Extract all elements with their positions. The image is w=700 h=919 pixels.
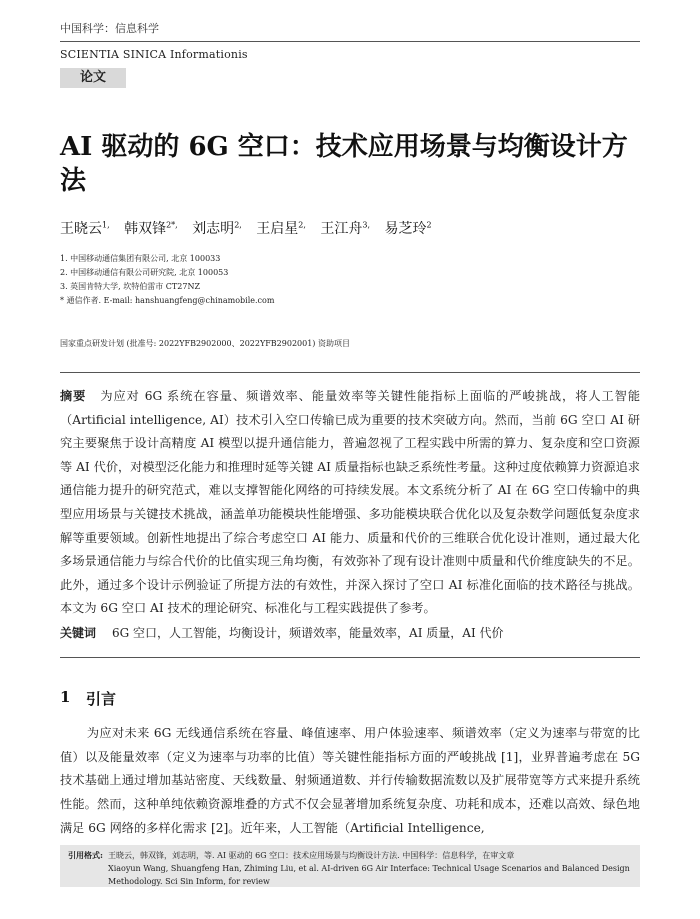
corresponding-author: * 通信作者. E-mail: hanshuangfeng@chinamobile.com [60,296,275,305]
journal-name-cn: 中国科学：信息科学 [60,22,159,35]
abstract [60,385,640,621]
author: 易芝玲$^2$ [384,220,432,237]
affiliation: 1. 中国移动通信集团有限公司, 北京 100033 [60,254,221,263]
citation-box [60,845,640,887]
section-number: 1 [60,688,71,706]
author: 王晓云$^{1,}$ [60,220,110,237]
intro-paragraph: 为应对未来 6G 无线通信系统在容量、峰值速率、用户体验速率、频谱效率（定义为速率与带宽的比值）以及能量效率（定义为速率与功率的比值）等关键性能指标方面的严峻挑战 [1]，业界普遍考虑在 5G 技术基础上通过增加基站密度、天线数量、射频通道数、并行传输数据流数以及扩展带宽等方式来提升系统性能。然而，这种单纯依赖资源堆叠的方式不仅会显著增加系统复杂度、功耗和成本，还难以高效、绿色地满足 6G 网络的多样化需求 [2]。近年来，人工智能（Artificial Intelligence, [60,726,640,835]
author: 王江舟$^{3,}$ [320,220,371,237]
author: 韩双锋$^{2*,}$ [124,220,178,237]
affiliation-list [60,252,274,308]
citation-cn: 王晓云，韩双锋，刘志明，等. AI 驱动的 6G 空口：技术应用场景与均衡设计方法. 中国科学：信息科学，在审文章 [108,851,515,860]
journal-name-en: SCIENTIA SINICA Informationis [60,48,248,61]
funding-note: 国家重点研发计划 (批准号: 2022YFB2902000、2022YFB2902001) 资助项目 [60,339,350,348]
author-list [60,218,442,238]
paper-title: AI 驱动的 6G 空口：技术应用场景与均衡设计方法 [60,132,628,196]
keywords-label: 关键词 [60,626,97,640]
abstract-bottom-divider [60,657,640,658]
header-divider [60,41,640,42]
abstract-label: 摘要 [60,389,87,403]
affiliation: 3. 英国肯特大学, 坎特伯雷市 CT27NZ [60,282,200,291]
keywords-text: 6G 空口，人工智能，均衡设计，频谱效率，能量效率，AI 质量，AI 代价 [112,626,504,640]
keywords [60,622,640,644]
affiliation: 2. 中国移动通信有限公司研究院, 北京 100053 [60,268,229,277]
section-title: 引言 [86,690,117,708]
article-type-badge: 论文 [60,68,126,88]
abstract-text: 为应对 6G 系统在容量、频谱效率、能量效率等关键性能指标上面临的严峻挑战，将人工智能（Artificial intelligence, AI）技术引入空口传输已成为重要的技术突破方向。然而，当前 6G 空口 AI 研究主要聚焦于设计高精度 AI 模型以提升通信能力，普遍忽视了工程实践中所需的算力、复杂度和空口资源等 AI 代价，对模型泛化能力和推理时延等关键 AI 质量指标也缺乏系统性考量。这种过度依赖算力资源追求通信能力提升的研究范式，难以支撑智能化网络的可持续发展。本文系统分析了 AI 在 6G 空口传输中的典型应用场景与关键技术挑战，涵盖单功能模块性能增强、多功能模块联合优化以及复杂数学问题低复杂度求解等重要领域。创新性地提出了综合考虑空口 AI 能力、质量和代价的三维联合优化设计准则，通过最大化多场景通信能力与综合代价的比值实现三角均衡，有效弥补了现有设计准则中质量和代价维度缺失的不足。此外，通过多个设计示例验证了所提方法的有效性，并深入探讨了空口 AI 标准化面临的技术路径与挑战。本文为 6G 空口 AI 技术的理论研究、标准化与工程实践提供了参考。 [60,389,641,616]
citation-en: Xiaoyun Wang, Shuangfeng Han, Zhiming Liu, et al. AI-driven 6G Air Interface: Technical Usage Scenarios and Balanced Design Methodology. Sci Sin Inform, for review [108,864,630,886]
author: 刘志明$^{2,}$ [192,220,242,237]
citation-label: 引用格式: [68,850,103,860]
abstract-top-divider [60,372,640,373]
author: 王启星$^{2,}$ [256,220,306,237]
